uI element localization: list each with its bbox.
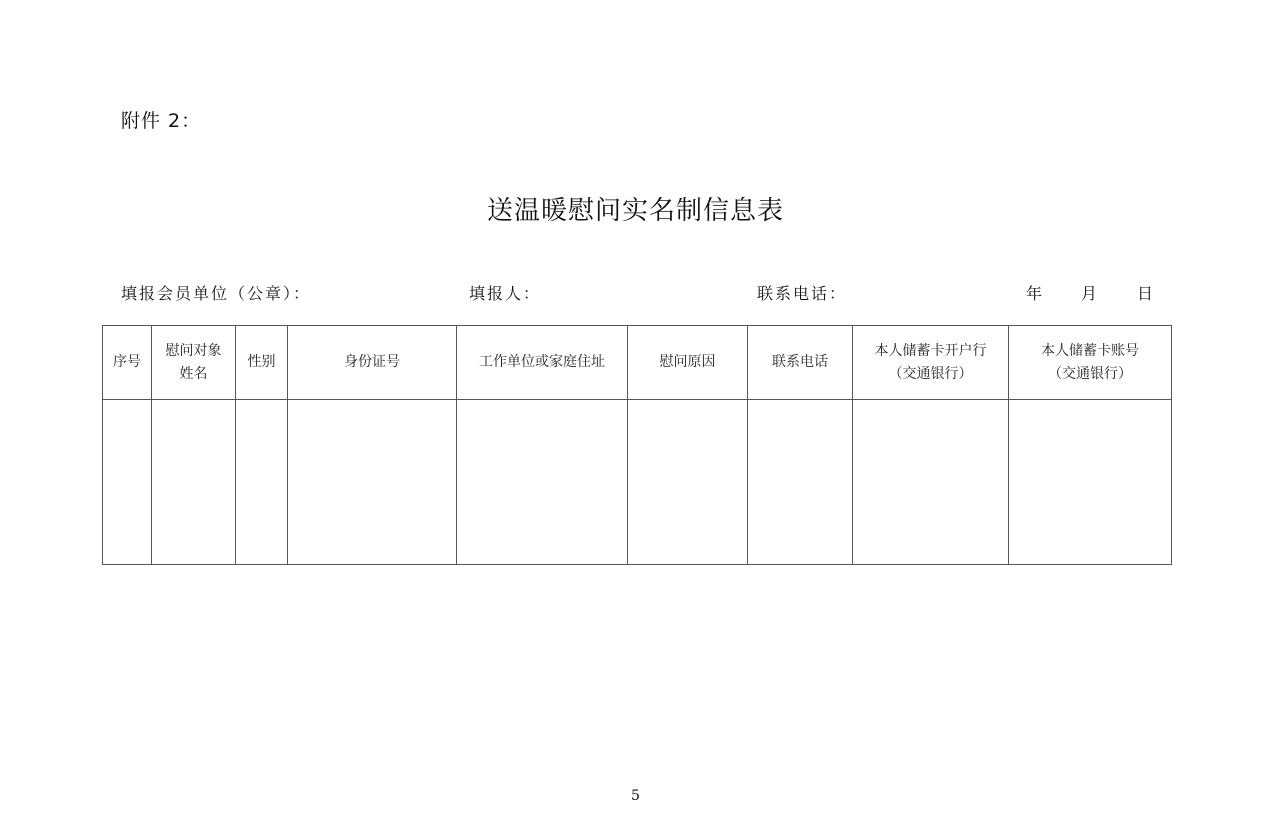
header-name bbox=[152, 326, 236, 400]
header-reason bbox=[628, 326, 748, 400]
phone-label: 联系电话： bbox=[757, 284, 848, 303]
header-seq bbox=[103, 326, 152, 400]
cell-name[interactable] bbox=[152, 400, 236, 565]
month-label: 月 bbox=[1081, 284, 1100, 303]
cell-reason[interactable] bbox=[628, 400, 748, 565]
page-title: 送温暖慰问实名制信息表 bbox=[486, 196, 784, 226]
reporter-label: 填报人： bbox=[469, 284, 542, 303]
cell-id[interactable] bbox=[288, 400, 457, 565]
header-account-line1: 本人储蓄卡账号 bbox=[1041, 342, 1139, 359]
info-table bbox=[102, 325, 1172, 565]
header-phone-text: 联系电话 bbox=[772, 354, 828, 370]
cell-phone[interactable] bbox=[748, 400, 853, 565]
attachment-label: 附件 2： bbox=[121, 110, 202, 132]
cell-gender[interactable] bbox=[236, 400, 288, 565]
year-label: 年 bbox=[1026, 284, 1045, 303]
table-header-row bbox=[103, 326, 1172, 400]
header-bank-line2: （交通银行） bbox=[888, 365, 973, 382]
header-account-line2: （交通银行） bbox=[1048, 365, 1132, 382]
header-gender-text: 性别 bbox=[247, 354, 276, 370]
cell-seq[interactable] bbox=[103, 400, 152, 565]
header-address bbox=[457, 326, 628, 400]
header-name-line2: 姓名 bbox=[179, 365, 208, 382]
unit-label: 填报会员单位（公章）： bbox=[121, 284, 312, 303]
header-reason-text: 慰问原因 bbox=[659, 354, 716, 370]
cell-address[interactable] bbox=[457, 400, 628, 565]
header-id bbox=[288, 326, 457, 400]
cell-account[interactable] bbox=[1009, 400, 1172, 565]
header-name-line1: 慰问对象 bbox=[165, 342, 222, 359]
table-row bbox=[103, 400, 1172, 565]
header-bank bbox=[853, 326, 1009, 400]
header-account bbox=[1009, 326, 1172, 400]
header-bank-line1: 本人储蓄卡开户行 bbox=[874, 342, 987, 359]
header-address-text: 工作单位或家庭住址 bbox=[479, 354, 605, 370]
header-id-text: 身份证号 bbox=[344, 354, 400, 370]
page-number: 5 bbox=[631, 788, 640, 804]
header-gender bbox=[236, 326, 288, 400]
header-phone bbox=[748, 326, 853, 400]
header-seq-text: 序号 bbox=[113, 354, 141, 370]
day-label: 日 bbox=[1137, 284, 1156, 303]
cell-bank[interactable] bbox=[853, 400, 1009, 565]
